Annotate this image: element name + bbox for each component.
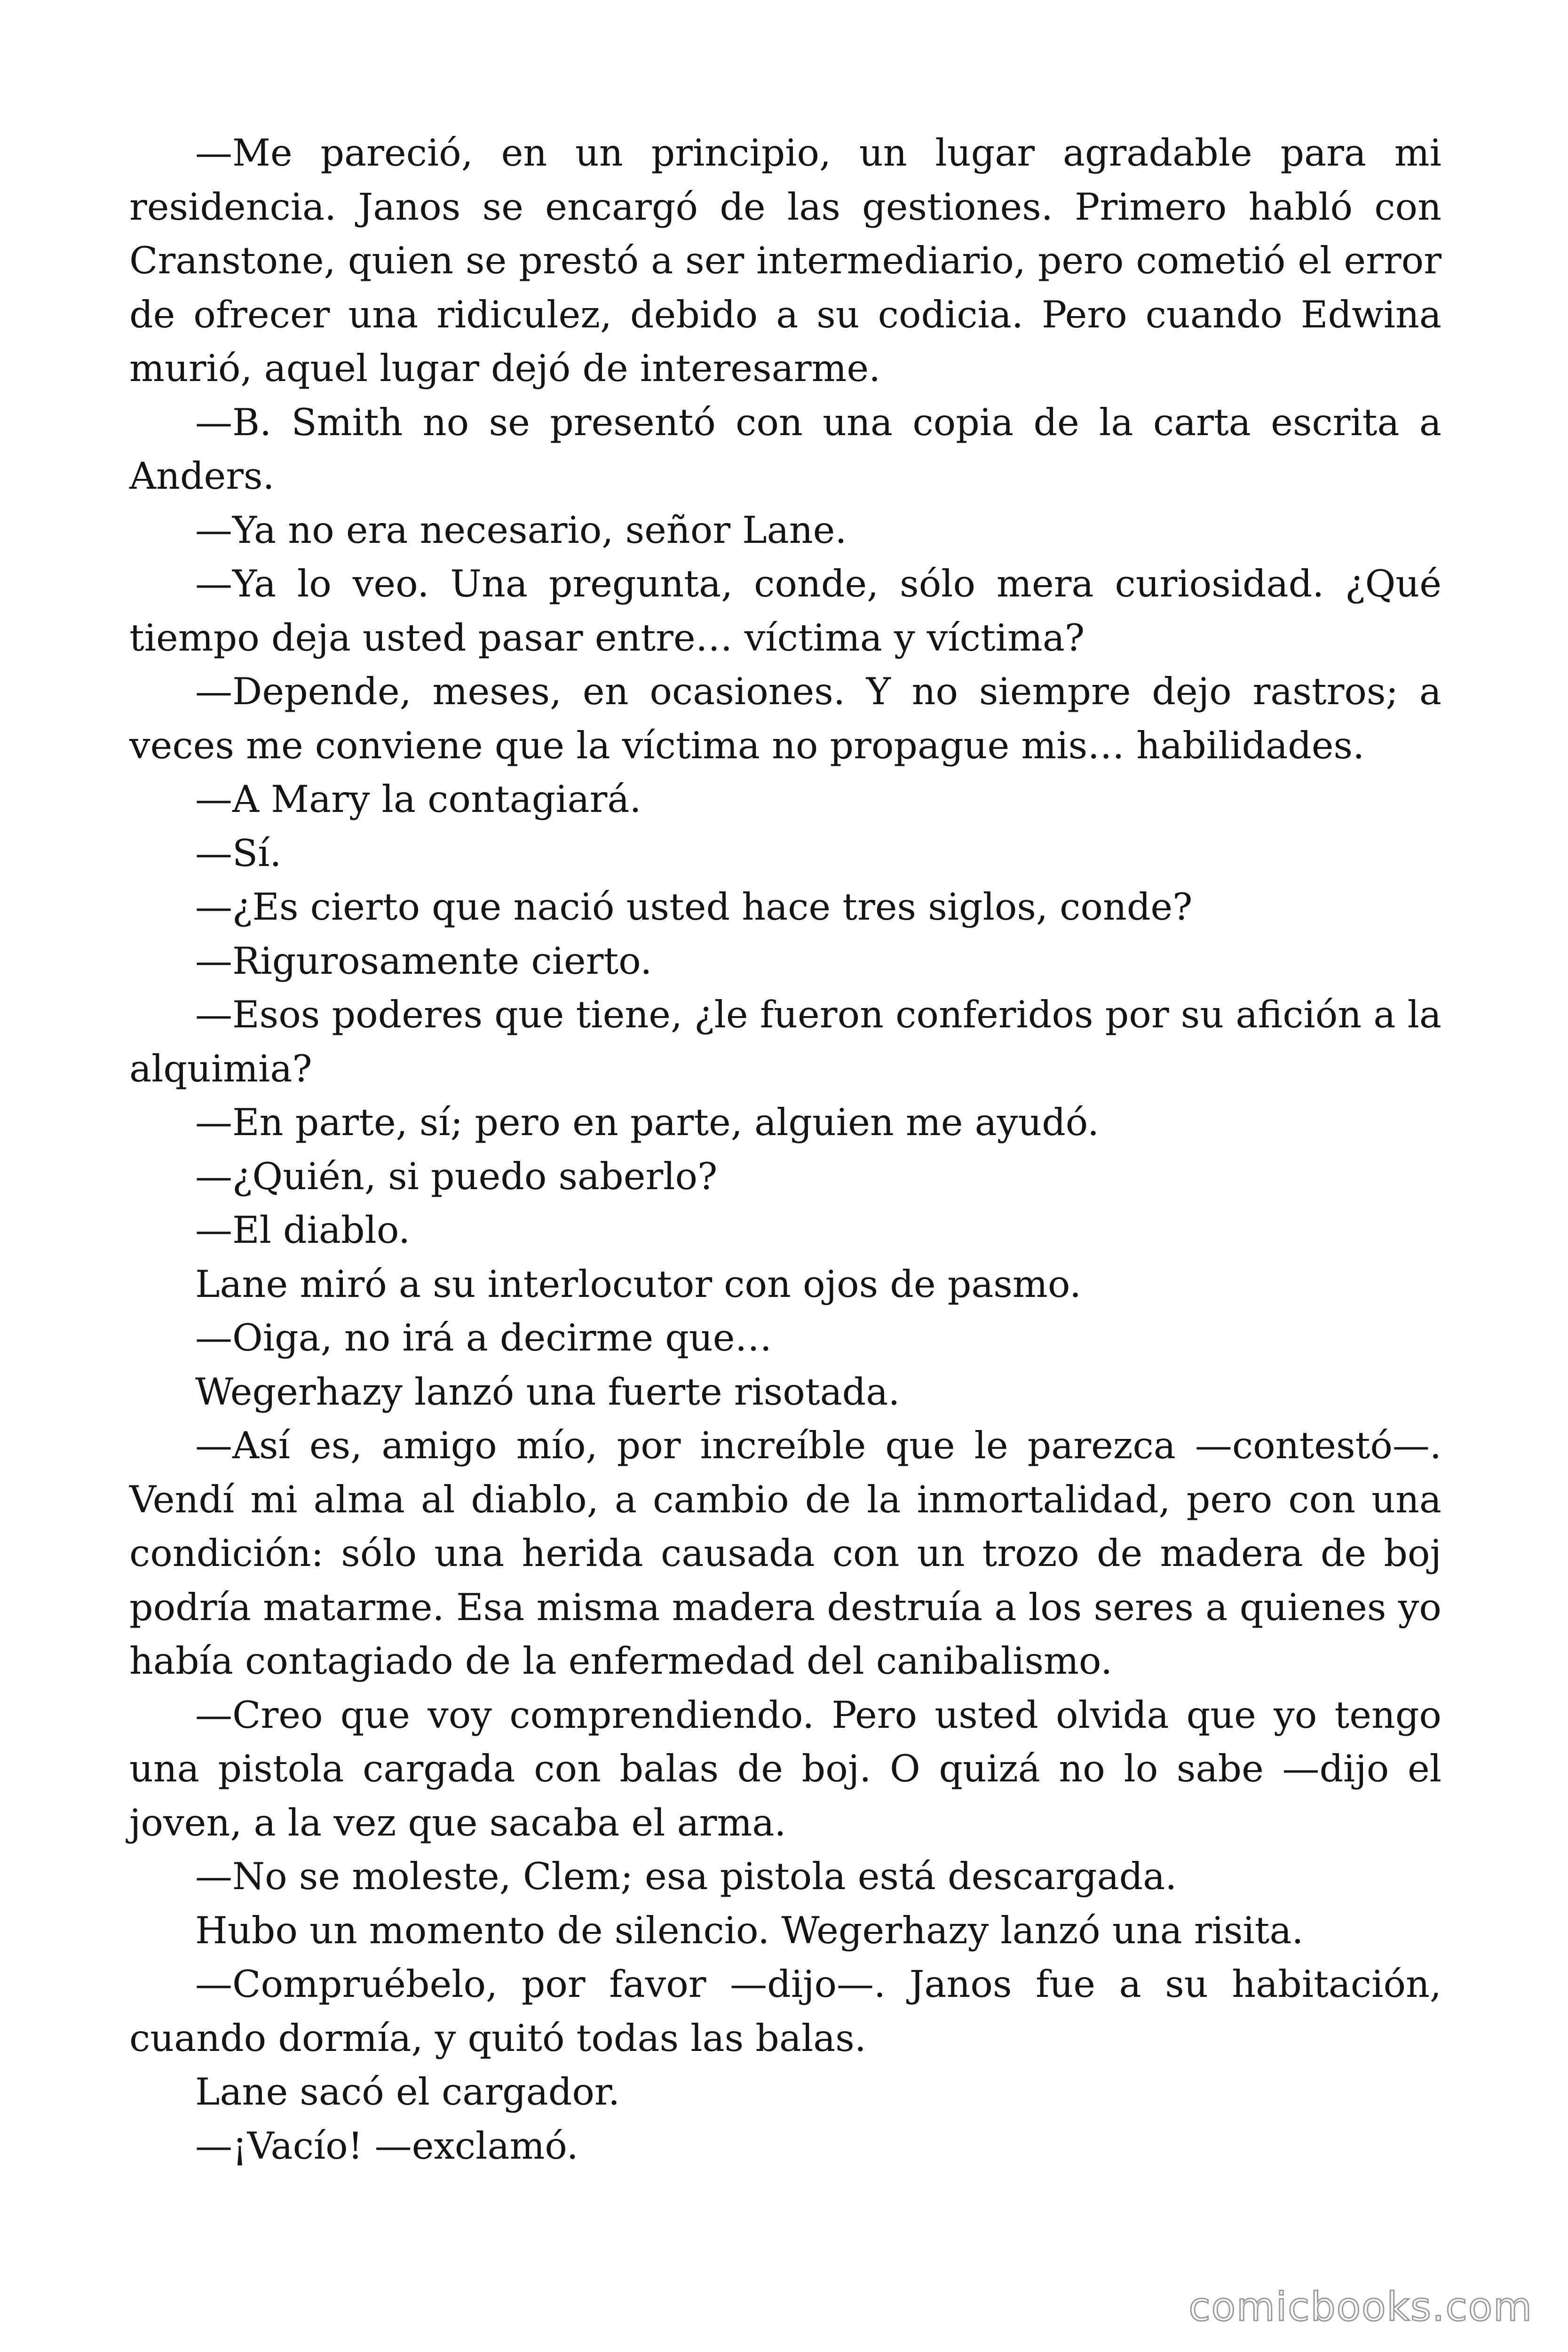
paragraph: —Me pareció, en un principio, un lugar agradable para mi residencia. Janos se encargó de las gestiones. Primero habló con Cranstone, quien se prestó a ser intermediario, pero cometió el error de ofrecer una ridiculez, debido a su codicia. Pero cuando Edwina murió, aquel lugar dejó de interesarme. [129,131,1441,390]
paragraph: —Ya no era necesario, señor Lane. [195,508,847,552]
paragraph: —¡Vacío! —exclamó. [195,2124,578,2168]
paragraph: Hubo un momento de silencio. Wegerhazy lanzó una risita. [195,1908,1304,1952]
paragraph: —Oiga, no irá a decirme que… [195,1316,772,1359]
paragraph: —El diablo. [195,1208,411,1252]
body-text [129,126,1441,2173]
paragraph: Lane miró a su interlocutor con ojos de pasmo. [195,1262,1082,1306]
paragraph: —Rigurosamente cierto. [195,939,652,983]
paragraph: —B. Smith no se presentó con una copia de la carta escrita a Anders. [129,400,1441,498]
paragraph: —A Mary la contagiará. [195,778,641,821]
paragraph: —No se moleste, Clem; esa pistola está descargada. [195,1855,1177,1898]
paragraph: —Depende, meses, en ocasiones. Y no siempre dejo rastros; a veces me conviene que la víctima no propague mis… habilidades. [129,670,1441,767]
paragraph: —Así es, amigo mío, por increíble que le parezca —contestó—. Vendí mi alma al diablo, a cambio de la inmortalidad, pero con una condición: sólo una herida causada con un trozo de madera de boj podría matarme. Esa misma madera destruía a los seres a quienes yo había contagiado de la enfermedad del canibalismo. [129,1424,1441,1683]
paragraph: —¿Quién, si puedo saberlo? [195,1154,718,1198]
paragraph: —Creo que voy comprendiendo. Pero usted olvida que yo tengo una pistola cargada con balas de boj. O quizá no lo sabe —dijo el joven, a la vez que sacaba el arma. [129,1693,1441,1844]
watermark-text: comicbooks.com [1188,2284,1533,2330]
paragraph: Wegerhazy lanzó una fuerte risotada. [195,1370,900,1414]
paragraph: —Ya lo veo. Una pregunta, conde, sólo mera curiosidad. ¿Qué tiempo deja usted pasar entre… víctima y víctima? [129,562,1441,660]
paragraph: —Esos poderes que tiene, ¿le fueron conferidos por su afición a la alquimia? [129,993,1441,1090]
paragraph: Lane sacó el cargador. [195,2070,620,2114]
paragraph: —Compruébelo, por favor —dijo—. Janos fue a su habitación, cuando dormía, y quitó todas las balas. [129,1963,1441,2060]
paragraph: —¿Es cierto que nació usted hace tres siglos, conde? [195,885,1193,929]
paragraph: —En parte, sí; pero en parte, alguien me ayudó. [195,1101,1100,1144]
paragraph: —Sí. [195,831,282,875]
